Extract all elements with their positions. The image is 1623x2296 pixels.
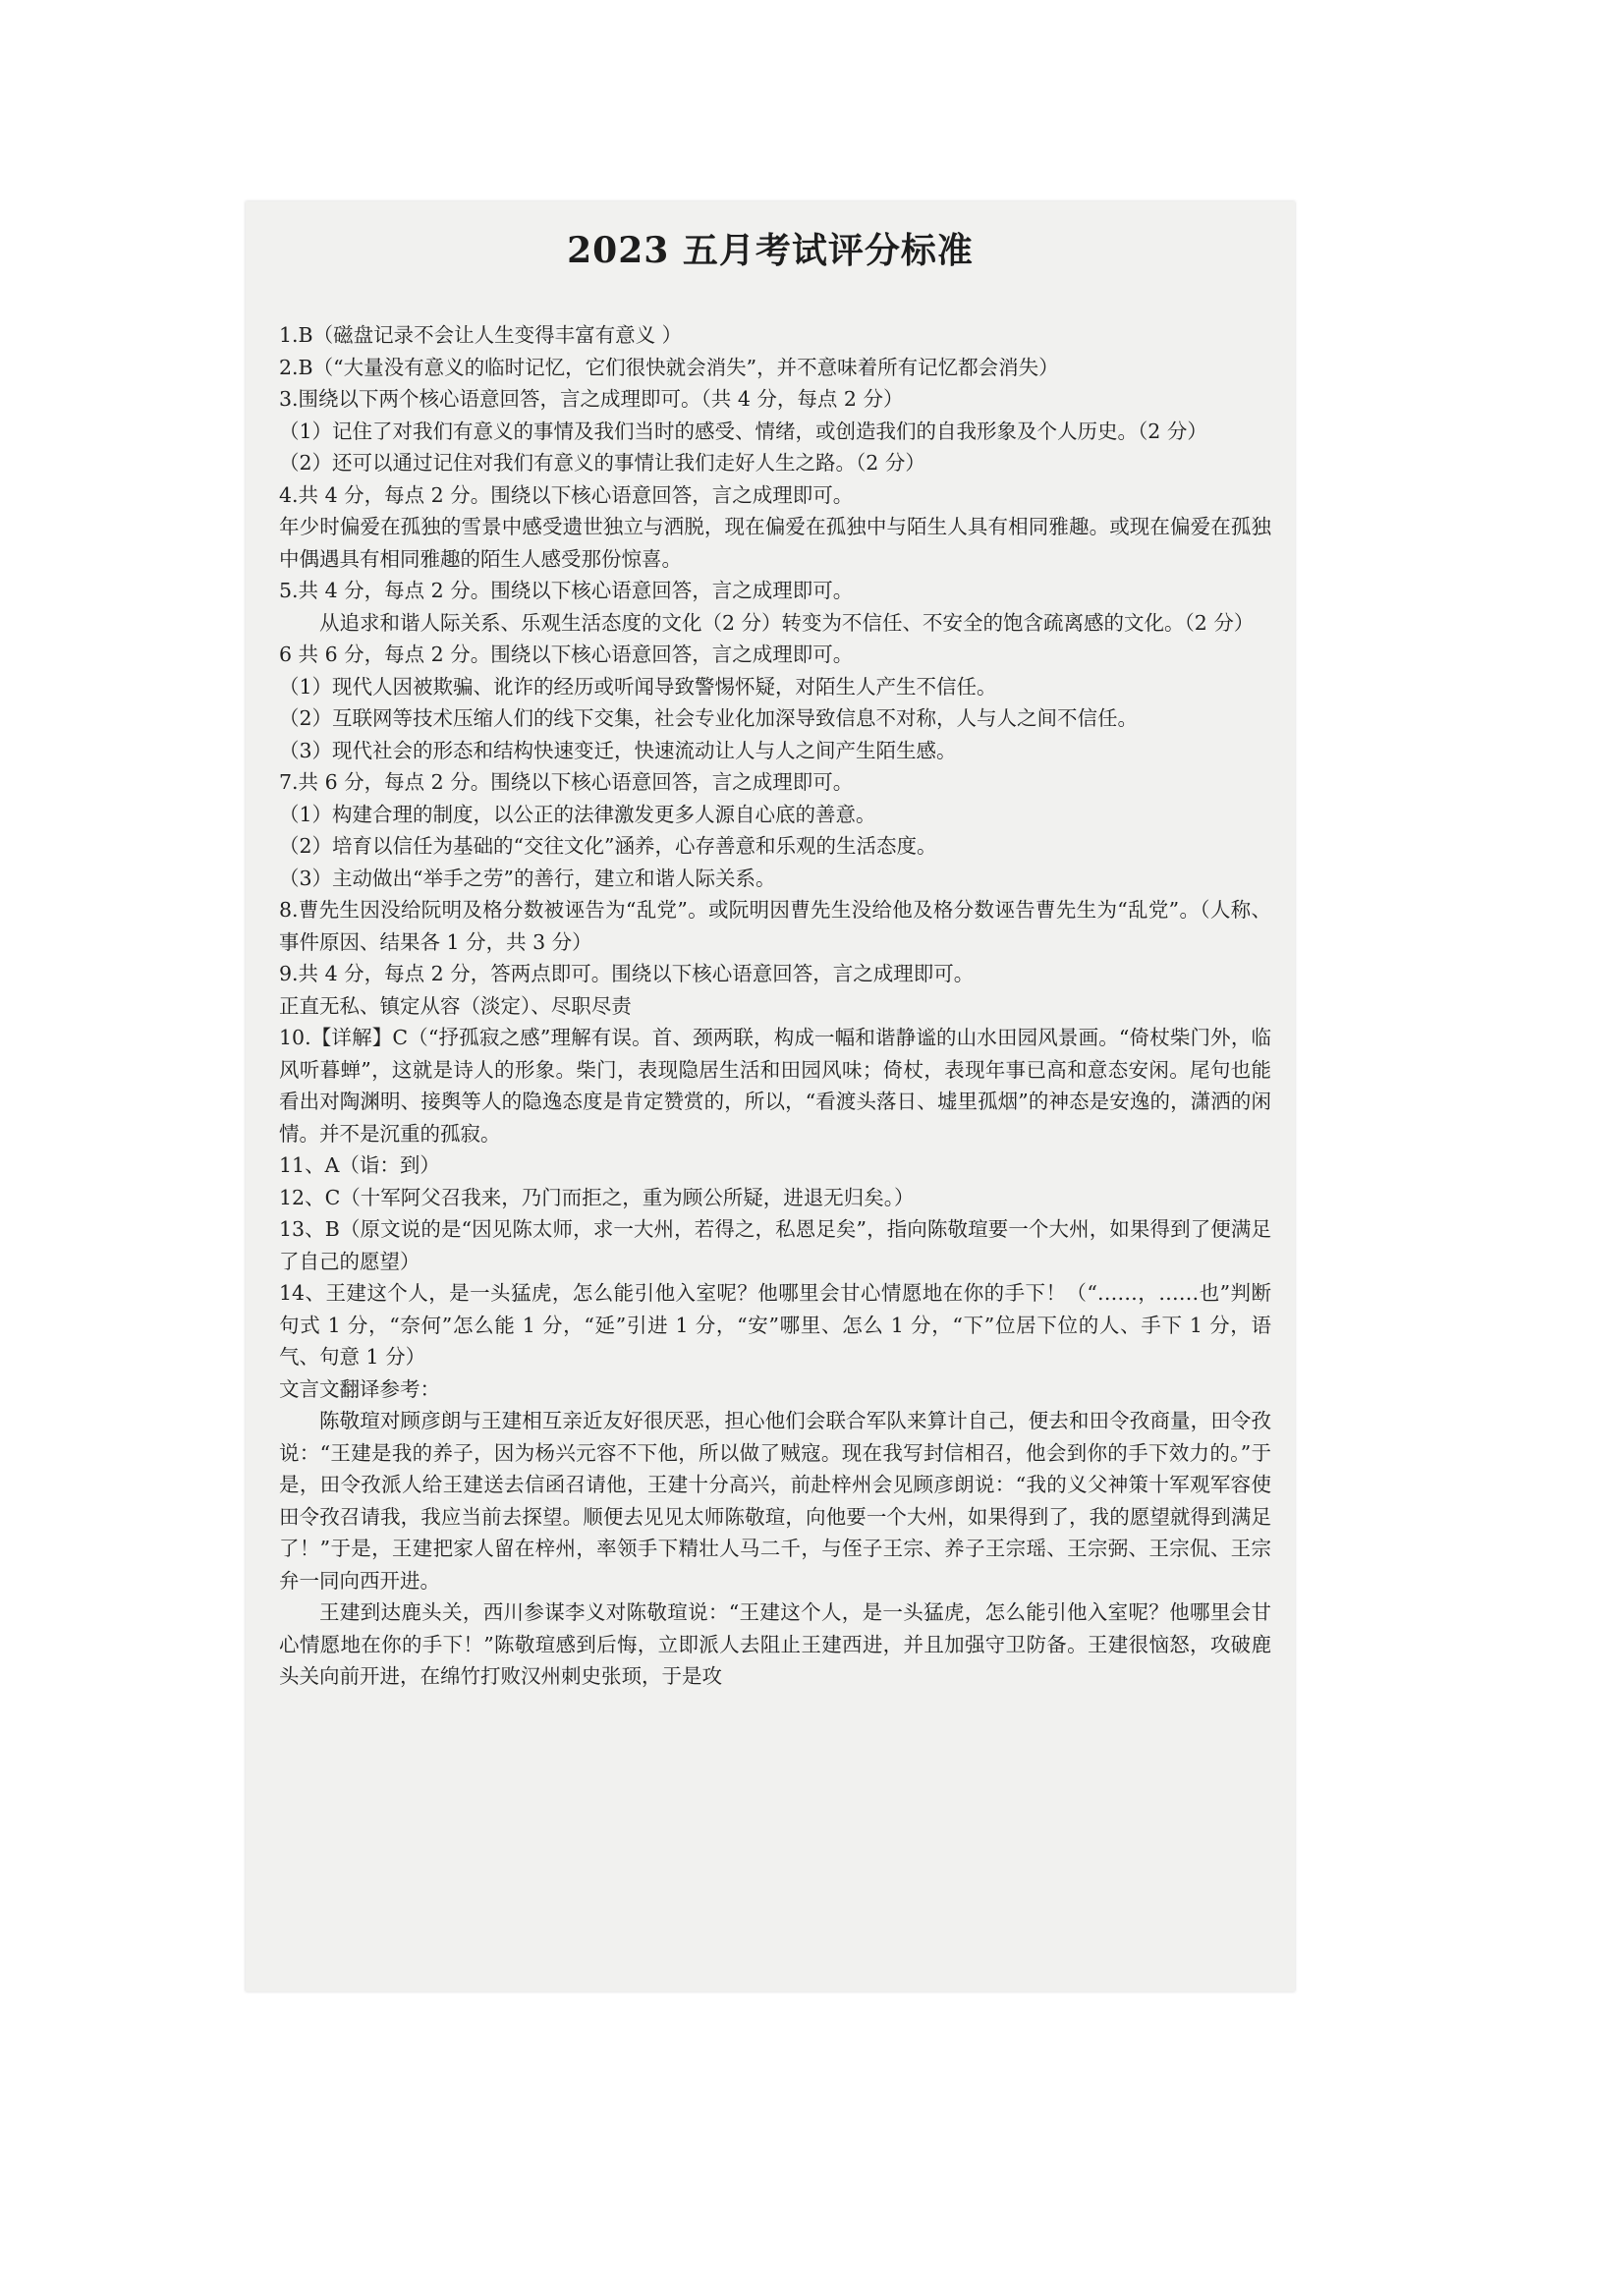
document-paragraph: 从追求和谐人际关系、乐观生活态度的文化（2 分）转变为不信任、不安全的饱含疏离感的文化。（2 分） bbox=[319, 610, 1255, 635]
document-paragraph: 8.曹先生因没给阮明及格分数被诬告为“乱党”。或阮明因曹先生没给他及格分数诬告曹先生为“乱党”。（人称、事件原因、结果各 1 分，共 3 分） bbox=[279, 898, 1271, 954]
document-paragraph: 14、王建这个人，是一头猛虎，怎么能引他入室呢？他哪里会甘心情愿地在你的手下！（“……，……也”判断句式 1 分，“奈何”怎么能 1 分，“延”引进 1 分，“安”哪里、怎么 1 分，“下”位居下位的人、手下 1 分，语气、句意 1 分） bbox=[279, 1281, 1271, 1369]
document-paragraph: （2）还可以通过记住对我们有意义的事情让我们走好人生之路。（2 分） bbox=[279, 451, 925, 475]
document-paragraph: 12、C（十军阿父召我来，乃门而拒之，重为顾公所疑，进退无归矣。） bbox=[279, 1185, 915, 1209]
document-paragraph: 年少时偏爱在孤独的雪景中感受遗世独立与洒脱，现在偏爱在孤独中与陌生人具有相同雅趣。或现在偏爱在孤独中偶遇具有相同雅趣的陌生人感受那份惊喜。 bbox=[279, 515, 1271, 571]
document-paragraph: 3.围绕以下两个核心语意回答，言之成理即可。（共 4 分，每点 2 分） bbox=[279, 387, 904, 411]
document-paragraph: 6 共 6 分，每点 2 分。围绕以下核心语意回答，言之成理即可。 bbox=[279, 643, 854, 666]
document-paragraph: 文言文翻译参考： bbox=[279, 1376, 440, 1401]
document-paragraph: 11、A（诣：到） bbox=[279, 1153, 440, 1177]
document-paragraph: 9.共 4 分，每点 2 分，答两点即可。围绕以下核心语意回答，言之成理即可。 bbox=[279, 962, 975, 985]
document-paragraph: （3）主动做出“举手之劳”的善行，建立和谐人际关系。 bbox=[279, 866, 776, 890]
document-paragraph: （1）记住了对我们有意义的事情及我们当时的感受、情绪，或创造我们的自我形象及个人历史。（2 分） bbox=[279, 419, 1207, 443]
document-title: 2023 五月考试评分标准 bbox=[567, 230, 974, 271]
document-paragraph: （1）现代人因被欺骗、讹诈的经历或听闻导致警惕怀疑，对陌生人产生不信任。 bbox=[279, 674, 997, 699]
document-paragraph: 13、B（原文说的是“因见陈太师，求一大州，若得之，私恩足矣”，指向陈敬瑄要一个大州，如果得到了便满足了自己的愿望） bbox=[279, 1217, 1271, 1273]
document-paragraph: 10.【详解】C（“抒孤寂之感”理解有误。首、颈两联，构成一幅和谐静谧的山水田园风景画。“倚杖柴门外，临风听暮蝉”，这就是诗人的形象。柴门，表现隐居生活和田园风味；倚杖，表现年事已高和意态安闲。尾句也能看出对陶渊明、接舆等人的隐逸态度是肯定赞赏的，所以，“看渡头落日、墟里孤烟”的神态是安逸的，潇洒的闲情。并不是沉重的孤寂。 bbox=[279, 1026, 1271, 1146]
document-paragraph: 正直无私、镇定从容（淡定）、尽职尽责 bbox=[279, 993, 632, 1018]
document-paragraph: （2）互联网等技术压缩人们的线下交集，社会专业化加深导致信息不对称，人与人之间不信任。 bbox=[279, 706, 1139, 730]
document-paragraph: 2.B（“大量没有意义的临时记忆，它们很快就会消失”，并不意味着所有记忆都会消失） bbox=[279, 355, 1059, 379]
document-body bbox=[279, 319, 1271, 1693]
document-paragraph: （2）培育以信任为基础的“交往文化”涵养，心存善意和乐观的生活态度。 bbox=[279, 834, 937, 858]
document-paragraph: 陈敬瑄对顾彦朗与王建相互亲近友好很厌恶，担心他们会联合军队来算计自己，便去和田令孜商量，田令孜说：“王建是我的养子，因为杨兴元容不下他，所以做了贼寇。现在我写封信相召，他会到你的手下效力的。”于是，田令孜派人给王建送去信函召请他，王建十分高兴，前赴梓州会见顾彦朗说：“我的义父神策十军观军容使田令孜召请我，我应当前去探望。顺便去见见太师陈敬瑄，向他要一个大州，如果得到了，我的愿望就得到满足了！”于是，王建把家人留在梓州，率领手下精壮人马二千，与侄子王宗、养子王宗瑶、王宗弼、王宗侃、王宗弁一同向西开进。 bbox=[279, 1409, 1271, 1593]
document-paragraph: （3）现代社会的形态和结构快速变迁，快速流动让人与人之间产生陌生感。 bbox=[279, 738, 957, 762]
document-paragraph: 5.共 4 分，每点 2 分。围绕以下核心语意回答，言之成理即可。 bbox=[279, 579, 854, 602]
document-paragraph: 1.B（磁盘记录不会让人生变得丰富有意义 ） bbox=[279, 323, 683, 347]
document-paragraph: （1）构建合理的制度，以公正的法律激发更多人源自心底的善意。 bbox=[279, 802, 876, 826]
document-paragraph: 王建到达鹿头关，西川参谋李义对陈敬瑄说：“王建这个人，是一头猛虎，怎么能引他入室呢？他哪里会甘心情愿地在你的手下！”陈敬瑄感到后悔，立即派人去阻止王建西进，并且加强守卫防备。王建很恼怒，攻破鹿头关向前开进，在绵竹打败汉州刺史张顼，于是攻 bbox=[279, 1600, 1271, 1688]
exam-sheet bbox=[246, 201, 1295, 1991]
document-paragraph: 4.共 4 分，每点 2 分。围绕以下核心语意回答，言之成理即可。 bbox=[279, 482, 854, 507]
document-paragraph: 7.共 6 分，每点 2 分。围绕以下核心语意回答，言之成理即可。 bbox=[279, 770, 854, 794]
